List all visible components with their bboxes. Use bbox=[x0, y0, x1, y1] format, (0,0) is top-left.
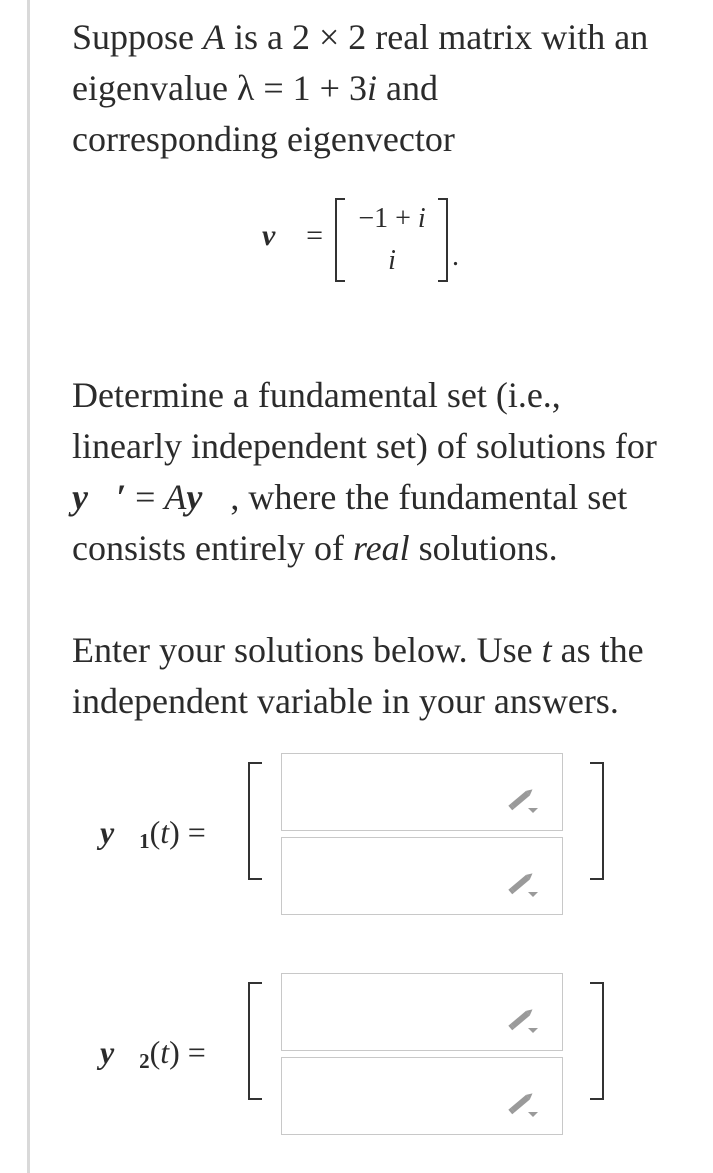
paren: ( bbox=[149, 814, 161, 850]
instructions bbox=[72, 625, 644, 727]
answer-y2-entry-2-field[interactable] bbox=[281, 1057, 563, 1135]
intro-text: and bbox=[377, 68, 438, 108]
intro-text: eigenvalue bbox=[72, 68, 237, 108]
variable-t: t bbox=[541, 630, 552, 670]
equals-sign: = bbox=[126, 477, 165, 517]
vector-symbol: y⃗ bbox=[100, 814, 140, 850]
eigenvector-bottom-entry bbox=[342, 244, 442, 278]
variable-t: t bbox=[160, 814, 170, 850]
emphasis-real: real bbox=[352, 528, 410, 568]
entry-text: −1 + bbox=[358, 203, 418, 234]
eigenvector-symbol: v⃗ bbox=[262, 219, 299, 252]
imaginary-unit: i bbox=[417, 203, 426, 234]
answer-label-y2 bbox=[100, 1032, 206, 1081]
answer-label-y1 bbox=[100, 812, 206, 861]
left-border-rule bbox=[27, 0, 30, 1173]
instruction-text: Enter your solutions below. Use bbox=[72, 630, 542, 670]
right-bracket bbox=[438, 198, 448, 282]
eigenvector-lhs bbox=[262, 216, 323, 256]
problem-task bbox=[72, 370, 657, 574]
task-text: solutions. bbox=[409, 528, 558, 568]
equals-sign: = bbox=[298, 219, 324, 252]
instruction-text: independent variable in your answers. bbox=[72, 681, 619, 721]
pencil-icon[interactable] bbox=[506, 870, 540, 898]
pencil-icon[interactable] bbox=[506, 1006, 540, 1034]
task-text: linearly independent set) of solutions for bbox=[72, 426, 657, 466]
subscript: 1 bbox=[139, 829, 150, 853]
left-bracket bbox=[248, 982, 262, 1100]
pencil-icon[interactable] bbox=[506, 1090, 540, 1118]
matrix-var: A bbox=[203, 17, 226, 57]
subscript: 2 bbox=[139, 1049, 150, 1073]
instruction-text: as the bbox=[551, 630, 644, 670]
task-text: Determine a fundamental set (i.e., bbox=[72, 375, 561, 415]
right-bracket bbox=[590, 982, 604, 1100]
eigenvector-top-entry bbox=[342, 202, 442, 236]
intro-text: Suppose bbox=[72, 17, 204, 57]
period: . bbox=[452, 241, 459, 272]
intro-text: corresponding eigenvector bbox=[72, 119, 455, 159]
left-bracket bbox=[248, 762, 262, 880]
right-bracket bbox=[590, 762, 604, 880]
problem-intro bbox=[72, 12, 648, 165]
vector-symbol: y⃗ bbox=[100, 1034, 140, 1070]
task-text: consists entirely of bbox=[72, 528, 353, 568]
answer-y2-entry-1-field[interactable] bbox=[281, 973, 563, 1051]
answer-y1-entry-1-field[interactable] bbox=[281, 753, 563, 831]
eigenvector-display bbox=[262, 196, 482, 288]
imaginary-unit: i bbox=[388, 245, 396, 276]
intro-text: is a 2 × 2 real matrix with an bbox=[225, 17, 649, 57]
derivative-symbol: y⃗′ bbox=[72, 477, 127, 517]
variable-t: t bbox=[160, 1034, 170, 1070]
pencil-icon[interactable] bbox=[506, 786, 540, 814]
vector-symbol: y⃗ bbox=[186, 477, 231, 517]
paren: ( bbox=[149, 1034, 161, 1070]
imaginary-unit: i bbox=[366, 68, 377, 108]
eigenvalue-math: λ = 1 + 3 bbox=[236, 68, 367, 108]
answer-y1-entry-2-field[interactable] bbox=[281, 837, 563, 915]
paren-equals: ) = bbox=[169, 1034, 206, 1070]
task-text: , where the fundamental set bbox=[230, 477, 628, 517]
matrix-var: A bbox=[164, 477, 187, 517]
paren-equals: ) = bbox=[169, 814, 206, 850]
